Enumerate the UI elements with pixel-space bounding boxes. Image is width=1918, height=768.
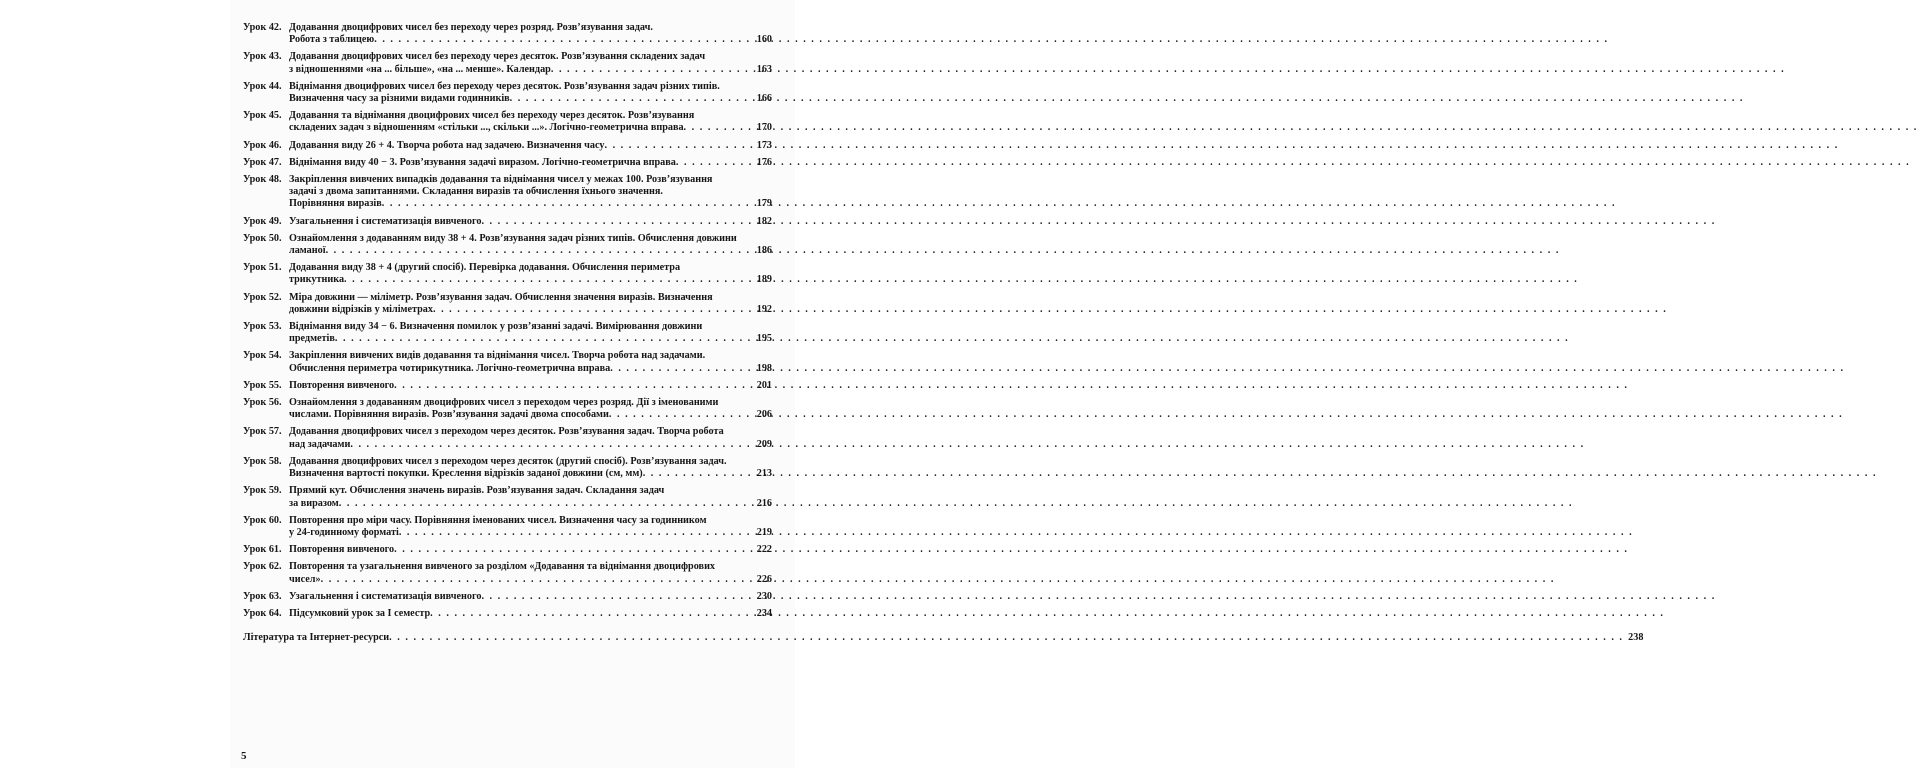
lesson-label: Урок 64.: [243, 607, 282, 619]
page-ref: 192: [756, 303, 772, 315]
page-ref: 176: [756, 156, 772, 168]
dot-leader: [481, 591, 752, 603]
lesson-title-line: Повторення та узагальнення вивченого за розділом «Додавання та віднімання двоцифрових: [289, 561, 716, 573]
dot-leader: [481, 216, 752, 228]
lesson-label: Урок 52.: [243, 291, 282, 303]
lesson-title-line: Додавання та віднімання двоцифрових чисел без переходу через десяток. Розв’язування: [289, 110, 695, 122]
dot-leader: [610, 363, 752, 375]
page-ref: 182: [756, 215, 772, 227]
lesson-title-line: Закріплення вивчених видів додавання та віднімання чисел. Творча робота над задачами.: [289, 350, 706, 362]
toc-entry-references: [243, 632, 1644, 644]
toc-entry: [243, 515, 772, 539]
page-ref: 163: [756, 63, 772, 75]
lesson-title-line: Додавання виду 26 + 4. Творча робота над задачею. Визначення часу: [289, 139, 605, 151]
lesson-title-line: ламаної: [289, 245, 326, 257]
toc-entry: [243, 157, 772, 169]
lesson-title-line: Повторення вивченого: [289, 379, 395, 391]
toc-entry: [243, 51, 772, 75]
toc-entry: [243, 81, 772, 105]
page-ref: 173: [756, 139, 772, 151]
page-ref: 209: [756, 438, 772, 450]
page-ref: 166: [756, 93, 772, 105]
page-ref: 195: [756, 333, 772, 345]
lesson-title-line: Повторення про міри часу. Порівняння іменованих чисел. Визначення часу за годинником: [289, 514, 707, 526]
page-ref: 222: [756, 544, 772, 556]
page-ref: 160: [756, 34, 772, 46]
page-ref: 238: [1628, 632, 1644, 644]
lesson-title-line: Обчислення периметра чотирикутника. Логічно-геометрична вправа: [289, 362, 611, 374]
lesson-title-line: над задачами: [289, 438, 351, 450]
lesson-title-line: предметів: [289, 333, 335, 345]
page-ref: 234: [756, 607, 772, 619]
lesson-label: Урок 60.: [243, 514, 282, 526]
dot-leader: [326, 245, 752, 257]
lesson-title-line: Міра довжини — міліметр. Розв’язування задач. Обчислення значення виразів. Визначення: [289, 291, 713, 303]
lesson-label: Урок 50.: [243, 232, 282, 244]
lesson-label: Урок 51.: [243, 262, 282, 274]
lesson-title-line: Повторення вивченого: [289, 544, 395, 556]
dot-leader: [382, 198, 752, 210]
dot-leader: [350, 439, 752, 451]
lesson-title-line: Віднімання виду 40 − 3. Розв’язування задачі виразом. Логічно-геометрична вправа: [289, 156, 676, 168]
dot-leader: [510, 93, 752, 105]
lesson-label: Урок 62.: [243, 561, 282, 573]
page-ref: 179: [756, 198, 772, 210]
toc-entry: [243, 140, 772, 152]
lesson-label: Урок 42.: [243, 22, 282, 33]
page-ref: 198: [756, 362, 772, 374]
page-ref: 189: [756, 274, 772, 286]
dot-leader: [399, 527, 752, 539]
lesson-title-line: Закріплення вивчених випадків додавання та віднімання чисел у межах 100. Розв’язування: [289, 174, 713, 186]
lesson-label: Урок 61.: [243, 544, 282, 556]
lesson-label: Урок 59.: [243, 485, 282, 497]
page-ref: 186: [756, 245, 772, 257]
dot-leader: [604, 140, 752, 152]
lesson-title-line: Додавання двоцифрових чисел з переходом через десяток. Розв’язування задач. Творча робота: [289, 426, 724, 438]
dot-leader: [344, 274, 752, 286]
page-ref: 230: [756, 590, 772, 602]
lesson-title-line: з відношеннями «на ... більше», «на ... менше». Календар: [289, 63, 551, 75]
dot-leader: [433, 304, 752, 316]
dot-leader: [684, 122, 752, 134]
lesson-label: Урок 56.: [243, 397, 282, 409]
dot-leader: [394, 544, 752, 556]
lesson-label: Урок 54.: [243, 350, 282, 362]
lesson-title-line: Віднімання двоцифрових чисел без переходу через десяток. Розв’язування задач різних типів.: [289, 80, 720, 92]
lesson-title-line: за виразом: [289, 497, 339, 509]
lesson-label: Урок 63.: [243, 590, 282, 602]
lesson-title-line: Додавання двоцифрових чисел з переходом через десяток (другий спосіб). Розв’язування задач.: [289, 455, 727, 467]
dot-leader: [335, 333, 752, 345]
lesson-title-line: довжини відрізків у міліметрах: [289, 303, 433, 315]
lesson-title-line: Прямий кут. Обчислення значень виразів. Розв’язування задач. Складання задач: [289, 485, 665, 497]
toc-entry: [243, 292, 772, 316]
dot-leader: [643, 468, 752, 480]
lesson-title-line: Додавання двоцифрових чисел без переходу через десяток. Розв’язування складених задач: [289, 51, 706, 63]
lesson-label: Урок 53.: [243, 321, 282, 333]
toc-entry: [243, 608, 772, 620]
dot-leader: [374, 34, 752, 46]
lesson-title-line: складених задач з відношенням «стільки ..., скільки ...». Логічно-геометрична вправа: [289, 122, 684, 134]
references-title: Література та Інтернет-ресурси: [243, 632, 390, 644]
dot-leader: [609, 409, 752, 421]
toc-entry: [243, 174, 772, 211]
page-ref: 170: [756, 122, 772, 134]
lesson-title-line: Визначення вартості покупки. Креслення відрізків заданої довжини (см, мм): [289, 468, 643, 480]
page-number: 5: [241, 750, 247, 762]
toc-entry: [243, 544, 772, 556]
page-ref: 201: [756, 379, 772, 391]
lesson-title-line: числами. Порівняння виразів. Розв’язування задачі двома способами: [289, 409, 609, 421]
toc-entry: [243, 397, 772, 421]
lesson-title-line: у 24-годинному форматі: [289, 526, 399, 538]
toc-entry: [243, 216, 772, 228]
lesson-title-line: Віднімання виду 34 − 6. Визначення помилок у розв’язанні задачі. Вимірювання довжини: [289, 321, 703, 333]
lesson-label: Урок 57.: [243, 426, 282, 438]
lesson-title-line: Підсумковий урок за I семестр: [289, 607, 431, 619]
lesson-label: Урок 45.: [243, 110, 282, 122]
lesson-title-line: чисел»: [289, 573, 321, 585]
toc-entry: [243, 110, 772, 134]
lesson-title-line: Узагальнення і систематизація вивченого: [289, 215, 482, 227]
page-ref: 219: [756, 526, 772, 538]
lesson-label: Урок 44.: [243, 80, 282, 92]
dot-leader: [339, 498, 752, 510]
lesson-title-line: Визначення часу за різними видами годинників: [289, 93, 510, 105]
lesson-title-line: Додавання виду 38 + 4 (другий спосіб). Перевірка додавання. Обчислення периметра: [289, 262, 681, 274]
toc-entry: [243, 233, 772, 257]
dot-leader: [321, 574, 752, 586]
lesson-label: Урок 55.: [243, 379, 282, 391]
dot-leader: [551, 64, 752, 76]
lesson-label: Урок 43.: [243, 51, 282, 63]
toc-entry: [243, 561, 772, 585]
toc-entry: [243, 380, 772, 392]
table-of-contents: [243, 22, 1644, 649]
toc-entry: [243, 591, 772, 603]
page-ref: 216: [756, 497, 772, 509]
dot-leader: [394, 380, 752, 392]
dot-leader: [389, 632, 1623, 644]
lesson-title-line: задачі з двома запитаннями. Складання виразів та обчислення їхнього значення.: [289, 186, 663, 198]
toc-entry: [243, 485, 772, 509]
dot-leader: [430, 608, 752, 620]
page-ref: 213: [756, 468, 772, 480]
lesson-title-line: Узагальнення і систематизація вивченого: [289, 590, 482, 602]
lesson-label: Урок 46.: [243, 139, 282, 151]
lesson-label: Урок 58.: [243, 455, 282, 467]
lesson-title-line: Порівняння виразів: [289, 198, 382, 210]
lesson-title-line: Ознайомлення з додаванням двоцифрових чисел з переходом через розряд. Дії з іменованими: [289, 397, 719, 409]
toc-entry: [243, 456, 772, 480]
dot-leader: [676, 157, 752, 169]
toc-entry: [243, 321, 772, 345]
toc-entry: [243, 350, 772, 374]
toc-entry: [243, 262, 772, 286]
lesson-title-line: Робота з таблицею: [289, 34, 375, 46]
page-ref: 226: [756, 573, 772, 585]
lesson-title-line: Додавання двоцифрових чисел без переходу через розряд. Розв’язування задач.: [289, 22, 653, 33]
lesson-title-line: Ознайомлення з додаванням виду 38 + 4. Розв’язування задач різних типів. Обчислення довжини: [289, 232, 737, 244]
lesson-label: Урок 48.: [243, 174, 282, 186]
toc-entry: [243, 426, 772, 450]
lesson-title-line: трикутника: [289, 274, 345, 286]
page-ref: 206: [756, 409, 772, 421]
toc-entry: [243, 22, 772, 46]
lesson-label: Урок 49.: [243, 215, 282, 227]
lesson-label: Урок 47.: [243, 156, 282, 168]
